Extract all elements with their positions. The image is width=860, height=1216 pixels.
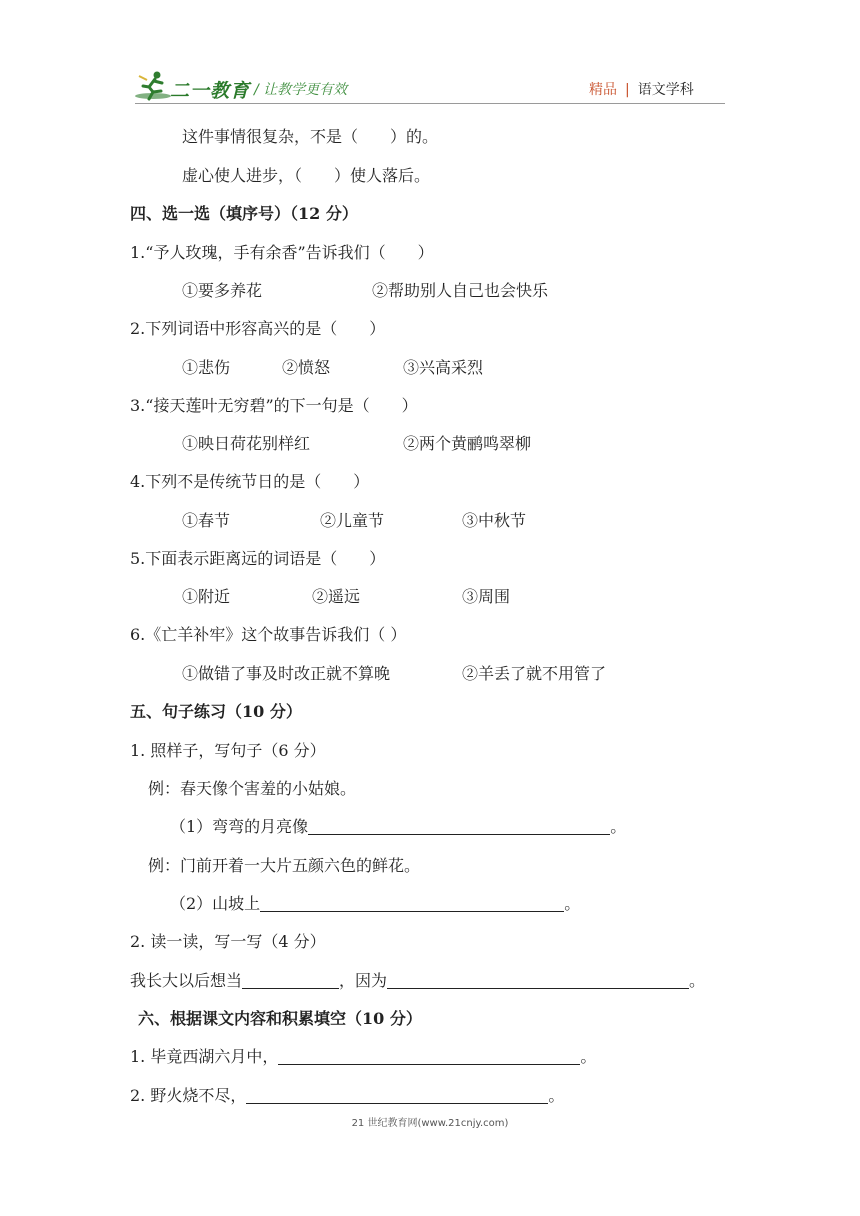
fill-poem-2-text: 2. 野火烧不尽， xyxy=(130,1086,247,1105)
q5-option-c: ③周围 xyxy=(462,587,511,606)
q2-option-c: ③兴高采烈 xyxy=(403,358,484,377)
q3-option-a: ①映日荷花别样红 xyxy=(182,434,311,453)
q6-option-b: ②羊丢了就不用管了 xyxy=(462,664,607,683)
question-5: 5.下面表示距离远的词语是（ ） xyxy=(130,549,386,568)
q1-option-a: ①要多养花 xyxy=(182,281,263,300)
practice-2-text-b: ，因为 xyxy=(339,971,388,990)
q5-option-b: ②遥远 xyxy=(312,587,361,606)
slogan: / 让教学更有效 xyxy=(254,82,348,98)
practice-2-text-a: 我长大以后想当 xyxy=(130,971,243,990)
fill-poem-2 xyxy=(130,1083,564,1106)
tag-separator: | xyxy=(625,82,630,98)
q5-option-a: ①附近 xyxy=(182,587,231,606)
fill-poem-1-end: 。 xyxy=(580,1047,597,1066)
question-4: 4.下列不是传统节日的是（ ） xyxy=(130,472,370,491)
q4-option-a: ①春节 xyxy=(182,511,231,530)
practice-1a-end: 。 xyxy=(610,817,627,836)
header-divider xyxy=(135,103,725,104)
q2-option-a: ①悲伤 xyxy=(182,358,231,377)
practice-1a-text: （1）弯弯的月亮像 xyxy=(170,817,309,836)
answer-blank[interactable] xyxy=(242,972,339,989)
practice-2: 2. 读一读，写一写（4 分） xyxy=(130,932,326,951)
practice-1b-end: 。 xyxy=(564,894,581,913)
fill-line-1: 这件事情很复杂，不是（ ）的。 xyxy=(182,127,439,146)
example-2: 例：门前开着一大片五颜六色的鲜花。 xyxy=(148,856,421,875)
question-1: 1.“予人玫瑰，手有余香”告诉我们（ ） xyxy=(130,243,434,262)
fill-poem-1-text: 1. 毕竟西湖六月中， xyxy=(130,1047,279,1066)
example-1: 例：春天像个害羞的小姑娘。 xyxy=(148,779,357,798)
q6-option-a: ①做错了事及时改正就不算晚 xyxy=(182,664,391,683)
answer-blank[interactable] xyxy=(246,1087,548,1104)
page-header xyxy=(0,0,860,110)
q2-option-b: ②愤怒 xyxy=(282,358,331,377)
logo-text: 二一教育 xyxy=(170,80,251,102)
practice-1b-text: （2）山坡上 xyxy=(170,894,261,913)
question-6: 6.《亡羊补牢》这个故事告诉我们（ ） xyxy=(130,625,407,644)
fill-line-2: 虚心使人进步，（ ）使人落后。 xyxy=(182,166,431,185)
practice-2-line xyxy=(130,968,705,991)
practice-1b xyxy=(170,891,580,914)
q3-option-b: ②两个黄鹂鸣翠柳 xyxy=(403,434,532,453)
fill-poem-1 xyxy=(130,1044,596,1067)
answer-blank[interactable] xyxy=(278,1048,580,1065)
page-footer: 21 世纪教育网(www.21cnjy.com) xyxy=(351,1118,509,1129)
q4-option-c: ③中秋节 xyxy=(462,511,527,530)
answer-blank[interactable] xyxy=(387,972,689,989)
running-man-icon xyxy=(135,70,173,102)
answer-blank[interactable] xyxy=(260,895,564,912)
section-6-heading: 六、根据课文内容和积累填空（10 分） xyxy=(138,1009,422,1028)
practice-1a xyxy=(170,814,626,837)
section-4-heading: 四、选一选（填序号）（12 分） xyxy=(130,204,358,223)
question-2: 2.下列词语中形容高兴的是（ ） xyxy=(130,319,386,338)
fill-poem-2-end: 。 xyxy=(548,1086,565,1105)
section-5-heading: 五、句子练习（10 分） xyxy=(130,702,302,721)
tag-jingpin: 精品 xyxy=(589,82,617,98)
practice-1: 1. 照样子，写句子（6 分） xyxy=(130,741,326,760)
tag-subject: 语文学科 xyxy=(637,82,694,98)
practice-2-end: 。 xyxy=(689,971,706,990)
subject-tag xyxy=(589,79,694,99)
q4-option-b: ②儿童节 xyxy=(320,511,385,530)
answer-blank[interactable] xyxy=(308,818,610,835)
question-3: 3.“接天莲叶无穷碧”的下一句是（ ） xyxy=(130,396,418,415)
q1-option-b: ②帮助别人自己也会快乐 xyxy=(372,281,549,300)
